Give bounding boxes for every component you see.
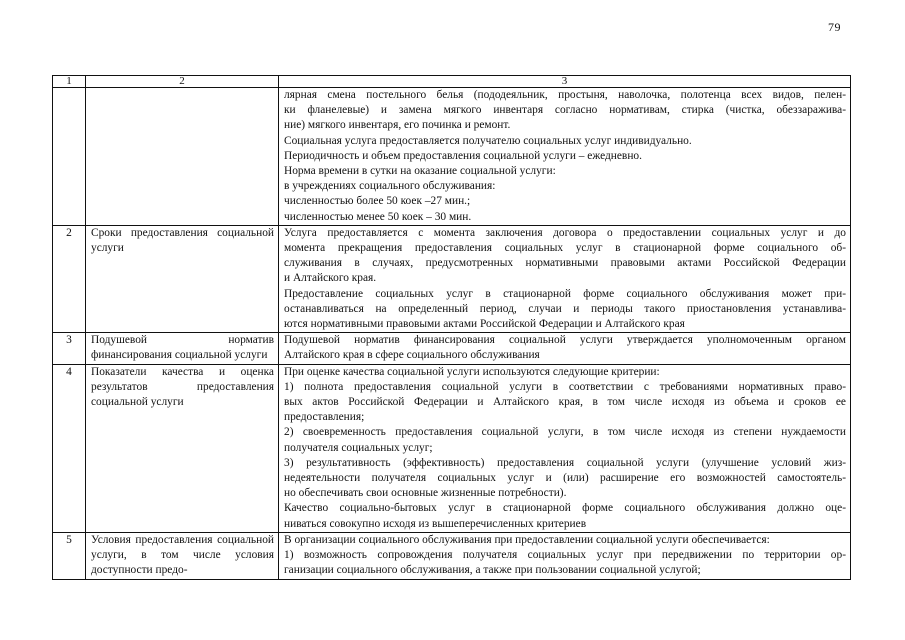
content-line: Услуга предоставляется с момента заключения договора о предоставлении социальных услуг и до (284, 226, 846, 239)
row-number (53, 88, 86, 226)
content-line: получателя социальных услуг; (284, 441, 433, 454)
table-row-continuation (53, 88, 851, 226)
content-line: ются нормативными правовыми актами Российской Федерации и Алтайского края (284, 318, 685, 331)
content-line: служивания в случаях, предусмотренных нормативными правовыми актами Российской Федерации (284, 257, 846, 270)
content-line: При оценке качества социальной услуги используются следующие критерии: (284, 365, 660, 378)
table-header-row (53, 76, 851, 88)
content-line: численностью более 50 коек –27 мин.; (284, 195, 471, 208)
row-content (279, 333, 851, 364)
content-line: В организации социального обслуживания при предоставлении социальной услуги обеспечивается: (284, 533, 770, 546)
content-line: но обеспечивать свои основные жизненные потребности). (284, 487, 567, 500)
table-row-4 (53, 364, 851, 532)
content-line: Качество социально-бытовых услуг в стационарной форме социального обслуживания должно оце- (284, 502, 846, 515)
row-number: 5 (53, 532, 86, 579)
row-content (279, 532, 851, 579)
row-name: Показатели качества и оценка результатов предоставления социальной услуги (86, 364, 279, 532)
content-line: 3) результативность (эффективность) предоставления социальной услуги (улучшение условий жиз- (284, 456, 846, 469)
content-line: Социальная услуга предоставляется получателю социальных услуг индивидуально. (284, 134, 692, 147)
row-name: Подушевой норматив финансирования социальной услуги (86, 333, 279, 364)
content-line: 1) полнота предоставления социальной услуги в соответствии с требованиями нормативных право- (284, 380, 846, 393)
header-col-1: 1 (53, 76, 86, 88)
content-line: ганизации социального обслуживания, а также при пользовании социальной услугой; (284, 564, 701, 577)
row-name: Условия предоставления социальной услуги, в том числе условия доступности предо- (86, 532, 279, 579)
content-line: 2) своевременность предоставления социальной услуги, в том числе исходя из степени нуждаемости (284, 426, 846, 439)
content-line: вых актов Российской Федерации и Алтайского края, в том числе исходя из объема и сроков ее (284, 396, 846, 409)
content-line: лярная смена постельного белья (пододеяльник, простыня, наволочка, полотенца всех видов, пелен- (284, 89, 846, 101)
content-line: Подушевой норматив финансирования социальной услуги утверждается уполномоченным органом (284, 334, 846, 347)
content-line: и Алтайского края. (284, 272, 377, 285)
content-line: ки фланелевые) и замена мягкого инвентаря согласно нормативам, стирка (чистка, обеззаражива- (284, 104, 846, 117)
row-content (279, 88, 851, 226)
header-col-2: 2 (86, 76, 279, 88)
content-line: ниваться совокупно исходя из вышеперечисленных критериев (284, 517, 587, 530)
content-line: предоставления; (284, 411, 365, 424)
content-line: Предоставление социальных услуг в стационарной форме социального обслуживания может при- (284, 287, 846, 300)
row-name (86, 88, 279, 226)
table-row-3 (53, 333, 851, 364)
services-table (52, 75, 851, 580)
content-line: численностью менее 50 коек – 30 мин. (284, 210, 472, 223)
page-number: 79 (828, 20, 841, 34)
content-line: Норма времени в сутки на оказание социальной услуги: (284, 165, 556, 178)
row-content (279, 364, 851, 532)
content-line: Периодичность и объем предоставления социальной услуги – ежедневно. (284, 149, 642, 162)
table-row-2 (53, 225, 851, 332)
content-line: ние) мягкого инвентаря, его починка и ремонт. (284, 119, 511, 132)
content-line: Алтайского края в сфере социального обслуживания (284, 349, 540, 362)
header-col-3: 3 (279, 76, 851, 88)
row-number: 4 (53, 364, 86, 532)
content-line: недеятельности получателя социальных услуг и (или) расширение его возможностей самостоятель- (284, 472, 846, 485)
table-row-5 (53, 532, 851, 579)
row-number: 3 (53, 333, 86, 364)
row-number: 2 (53, 225, 86, 332)
row-content (279, 225, 851, 332)
content-line: момента прекращения предоставления социальных услуг в стационарной форме социального об- (284, 242, 846, 255)
content-line: 1) возможность сопровождения получателя социальных услуг при передвижении по территории ор- (284, 549, 846, 562)
content-line: в учреждениях социального обслуживания: (284, 180, 496, 193)
content-line: останавливаться на определенный период, случаи и периоды такого приостановления устанавлива- (284, 302, 846, 315)
row-name: Сроки предоставления социальной услуги (86, 225, 279, 332)
